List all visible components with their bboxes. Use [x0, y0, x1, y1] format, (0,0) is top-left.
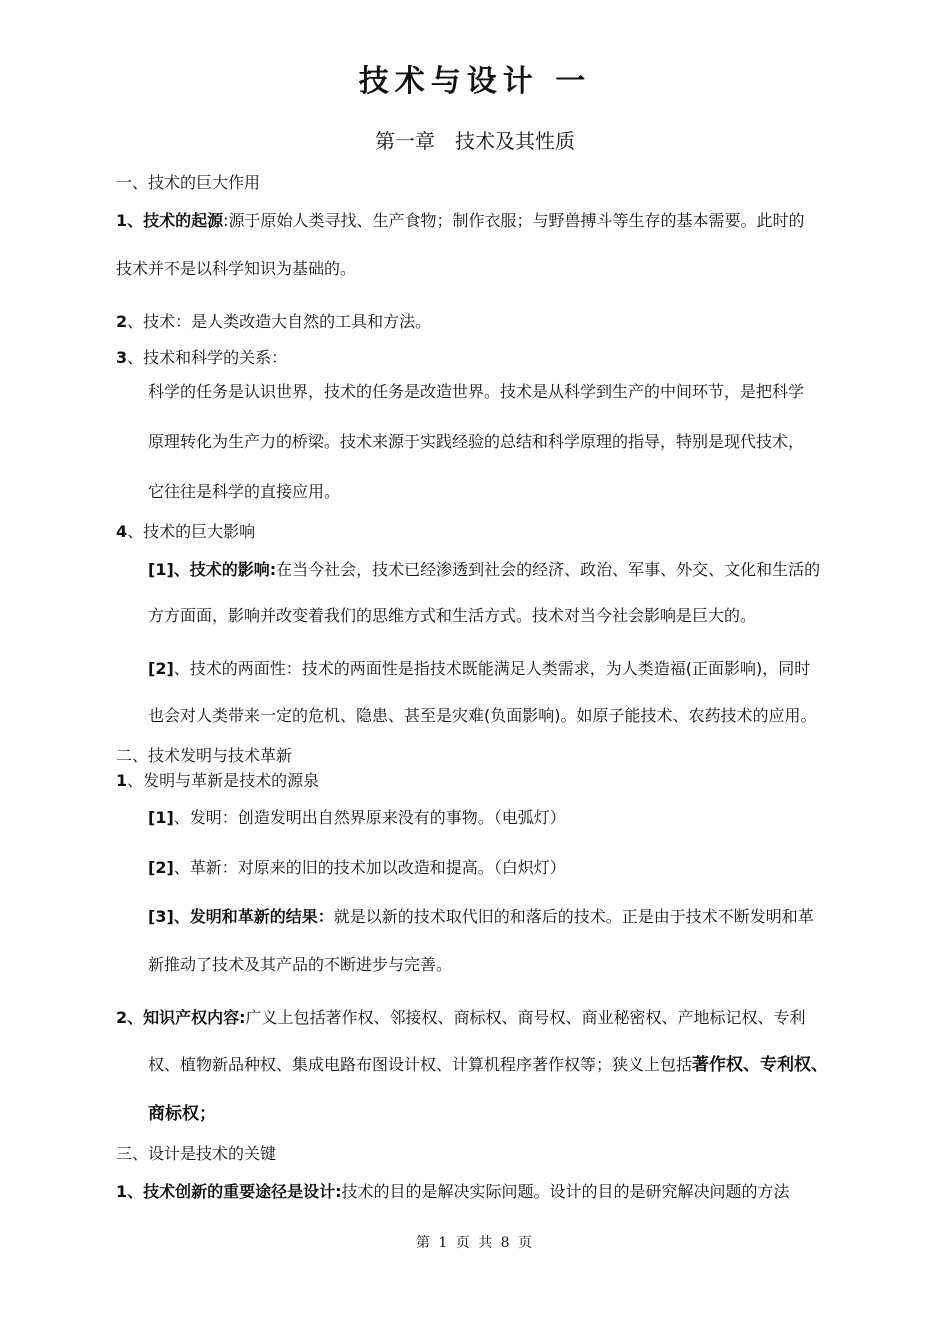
s1-p4-text: 、技术的巨大影响: [127, 522, 256, 541]
s1-p4-sub2-label: [2]: [148, 659, 174, 678]
s2-p1: [116, 770, 319, 792]
section-1-heading: 一、技术的巨大作用: [116, 173, 261, 192]
section-2-heading: 二、技术发明与技术革新: [116, 746, 293, 765]
s2-p1-sub1-text: 、发明：创造发明出自然界原来没有的事物。（电弧灯）: [173, 808, 566, 827]
s2-p2-rest: 广义上包括著作权、邻接权、商标权、商号权、商业秘密权、产地标记权、专利: [245, 1008, 806, 1027]
s2-p1-sub1: [148, 807, 566, 829]
s1-p3-line1: 科学的任务是认识世界，技术的任务是改造世界。技术是从科学到生产的中间环节，是把科学: [148, 382, 805, 401]
s1-p3-label: 3: [116, 348, 128, 367]
page-footer: 第 1 页 共 8 页: [415, 1235, 535, 1251]
s2-p1-sub1-label: [1]: [148, 808, 174, 827]
s1-p4-sub1-line2: 方方面面，影响并改变着我们的思维方式和生活方式。技术对当今社会影响是巨大的。: [148, 606, 757, 625]
s3-p1-label: 1: [116, 1182, 128, 1201]
s2-p1-sub3-title: 、发明和革新的结果：: [173, 907, 334, 926]
s1-p4-sub2-title: 、技术的两面性：: [173, 659, 302, 678]
s2-p1-label: 1: [116, 771, 128, 790]
s2-p1-sub2-text: 、革新：对原来的旧的技术加以改造和提高。（白炽灯）: [173, 858, 566, 877]
s1-p4-sub2-line2: 也会对人类带来一定的危机、隐患、甚至是灾难(负面影响)。如原子能技术、农药技术的应用。: [148, 706, 817, 725]
chapter-heading: 第一章 技术及其性质: [375, 129, 575, 153]
s2-p1-sub3-rest: 就是以新的技术取代旧的和落后的技术。正是由于技术不断发明和革: [333, 907, 814, 926]
s2-p2-title: 、知识产权内容:: [127, 1008, 246, 1027]
s1-p2-text: 、技术：是人类改造大自然的工具和方法。: [127, 312, 432, 331]
s3-p1-rest: 技术的目的是解决实际问题。设计的目的是研究解决问题的方法: [341, 1182, 790, 1201]
s1-p4-sub1-line1: [148, 559, 820, 581]
s3-p1-title: 、技术创新的重要途径是设计:: [127, 1182, 342, 1201]
s2-p2-cont: 权、植物新品种权、集成电路布图设计权、计算机程序著作权等；狭义上包括: [148, 1055, 693, 1074]
s1-p1-text: :源于原始人类寻找、生产食物；制作衣服；与野兽搏斗等生存的基本需要。此时的: [223, 211, 805, 230]
s1-p4: [116, 521, 255, 543]
s2-p1-sub3-line1: [148, 906, 814, 928]
s1-p3-line3: 它往往是科学的直接应用。: [148, 482, 341, 501]
s2-p1-sub2: [148, 857, 566, 879]
s1-p1-line2: 技术并不是以科学知识为基础的。: [116, 259, 357, 278]
s2-p1-sub2-label: [2]: [148, 858, 174, 877]
s1-p3-line2: 原理转化为生产力的桥梁。技术来源于实践经验的总结和科学原理的指导，特别是现代技术，: [148, 432, 805, 451]
s1-p4-label: 4: [116, 522, 128, 541]
s1-p4-sub2-line1: [148, 658, 810, 680]
s2-p2-line2: [148, 1054, 828, 1076]
s2-p2-line1: [116, 1007, 806, 1029]
s1-p1-line1: [116, 210, 805, 232]
s1-p2: [116, 311, 431, 333]
s1-p4-sub2-rest: 技术的两面性是指技术既能满足人类需求，为人类造福(正面影响)，同时: [301, 659, 811, 678]
s1-p3-text: 、技术和科学的关系：: [127, 348, 288, 367]
s1-p3: [116, 347, 287, 369]
s1-p1-label: 1、技术的起源: [116, 211, 224, 230]
s1-p2-label: 2: [116, 312, 128, 331]
s2-p1-sub3-label: [3]: [148, 907, 174, 926]
s1-p4-sub1-rest: 在当今社会，技术已经渗透到社会的经济、政治、军事、外交、文化和生活的: [276, 560, 821, 579]
document-title: 技术与设计 一: [358, 64, 592, 99]
s2-p2-bold1: 著作权、专利权、: [692, 1055, 829, 1075]
s2-p2-bold2: 商标权；: [148, 1104, 216, 1124]
s2-p2-label: 2: [116, 1008, 128, 1027]
s3-p1: [116, 1181, 790, 1203]
s1-p4-sub1-title: 、技术的影响:: [173, 560, 277, 579]
s2-p1-sub3-line2: 新推动了技术及其产品的不断进步与完善。: [148, 955, 453, 974]
s2-p1-text: 、发明与革新是技术的源泉: [127, 771, 320, 790]
section-3-heading: 三、设计是技术的关键: [116, 1144, 277, 1163]
s1-p4-sub1-label: [1]: [148, 560, 174, 579]
